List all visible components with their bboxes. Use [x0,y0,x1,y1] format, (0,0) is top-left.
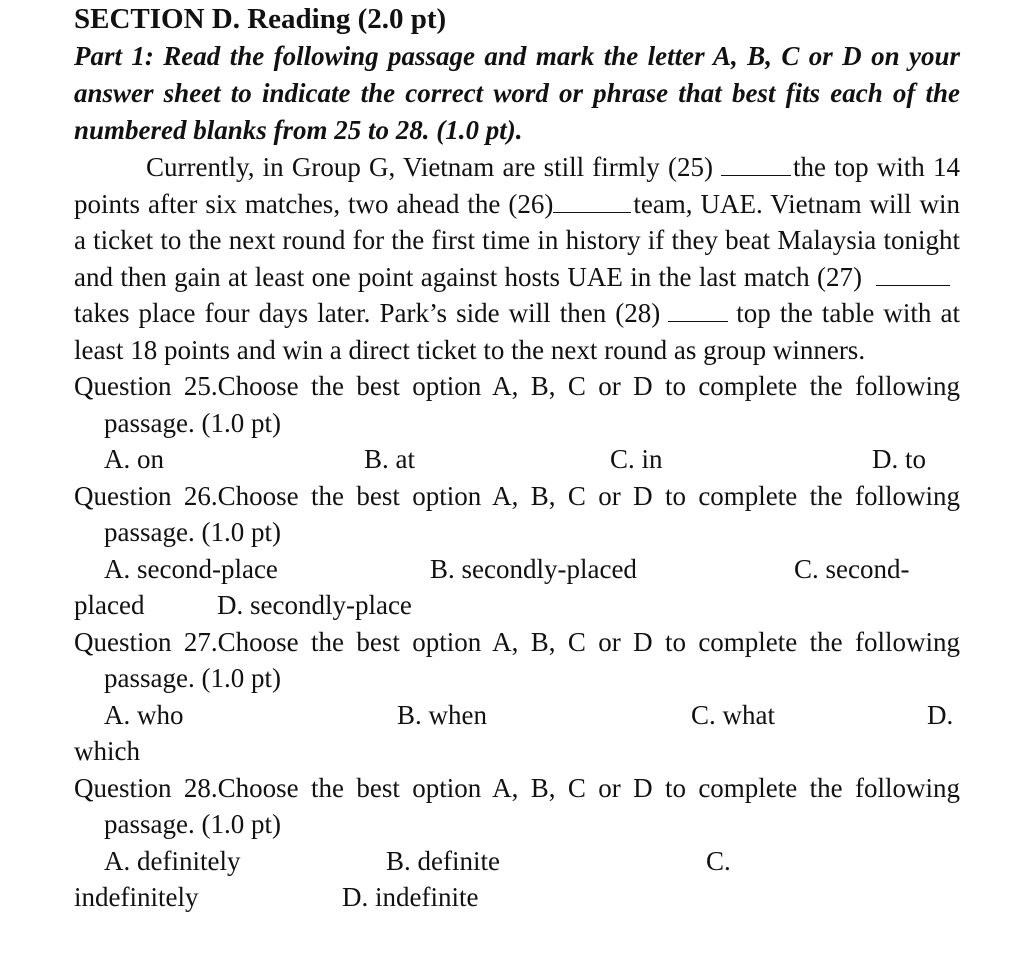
question-26-option-c: C. second- [794,553,910,584]
reading-section [74,0,960,916]
question-26-option-c-cont: placed [74,590,145,620]
blank-27 [876,263,950,286]
passage-text-3: team, UAE. Vietnam will win a ticket to the next round for the first time in history if they beat Malaysia tonight and then gain at least one point against hosts UAE in the last match (27) [74,188,960,292]
question-27-option-a: A. who [104,699,184,730]
question-27-option-d-cont: which [74,736,140,766]
blank-26 [553,190,631,213]
question-28-options [74,843,960,880]
question-27-stem: Question 27.Choose the best option A, B, C or D to complete the following passage. (1.0 pt) [74,626,960,693]
question-25-options [74,441,960,478]
question-25-option-b: B. at [364,444,415,474]
part-instruction: Part 1: Read the following passage and mark the letter A, B, C or D on your answer sheet to indicate the correct word or phrase that best fits each of the numbered blanks from 25 to 28. (1.0 pt). [74,41,960,145]
question-26-options-wrap [74,587,960,624]
question-25-stem: Question 25.Choose the best option A, B, C or D to complete the following passage. (1.0 pt) [74,371,960,438]
question-25-option-a: A. on [104,444,164,474]
question-28-options-wrap [74,879,960,916]
question-25-option-c: C. in [610,444,663,474]
question-27 [74,624,960,770]
section-title: SECTION D. Reading (2.0 pt) [74,3,447,35]
question-27-option-d: D. [927,699,954,730]
question-25 [74,368,960,478]
question-27-options-wrap [74,733,960,770]
question-26-option-d: D. secondly-place [217,590,412,620]
question-28 [74,770,960,916]
passage-text-5: top the table with at least 18 points and win a direct ticket to the next round as group winners. [74,298,960,365]
question-27-option-b: B. when [397,699,487,730]
question-28-option-c: C. [706,845,731,876]
question-28-option-c-cont: indefinitely [74,882,199,912]
blank-28 [668,299,728,322]
question-25-option-d: D. to [872,444,926,474]
passage-text-1: Currently, in Group G, Vietnam are still firmly (25) [146,152,713,182]
question-28-option-d: D. indefinite [342,882,479,912]
blank-25 [721,153,791,176]
question-26-option-a: A. second-place [104,553,278,584]
reading-passage [74,149,960,368]
question-26 [74,478,960,624]
question-26-option-b: B. secondly-placed [430,553,637,584]
question-26-stem: Question 26.Choose the best option A, B, C or D to complete the following passage. (1.0 pt) [74,480,960,547]
passage-text-4: takes place four days later. Park’s side will then (28) [74,298,661,328]
question-27-option-c: C. what [691,699,775,730]
question-28-option-b: B. definite [386,845,500,876]
question-26-options [74,551,960,588]
question-28-stem: Question 28.Choose the best option A, B, C or D to complete the following passage. (1.0 pt) [74,772,960,839]
passage-text-2: the top with 14 points after six matches, two ahead the (26) [74,152,960,219]
question-27-options [74,697,960,734]
question-28-option-a: A. definitely [104,845,241,876]
